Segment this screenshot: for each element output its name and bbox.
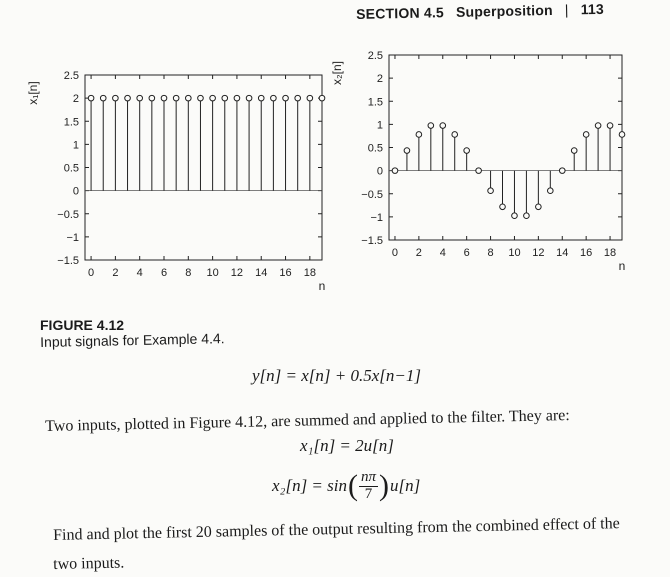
- x-axis-label: n: [318, 279, 326, 293]
- header-separator: |: [564, 1, 569, 18]
- y-tick-label: 0: [72, 185, 79, 198]
- stem-marker: [404, 148, 410, 154]
- stem-marker: [186, 95, 192, 101]
- stem-marker: [512, 213, 518, 219]
- x2-right: u[n]: [390, 476, 421, 496]
- x-tick-label: 16: [580, 247, 593, 259]
- x1-equation: x₁[n] = 2u[n]: [300, 436, 394, 455]
- stem-marker: [295, 95, 301, 101]
- stem-marker: [283, 95, 289, 101]
- page-number: 113: [580, 0, 605, 18]
- stem-marker: [607, 123, 613, 129]
- y-tick-label: 1: [376, 119, 383, 132]
- x-tick-label: 14: [556, 247, 569, 259]
- stem-marker: [307, 95, 313, 101]
- paren-left: (: [348, 469, 358, 503]
- section-title: Superposition: [455, 1, 553, 20]
- stem-marker: [619, 132, 625, 138]
- figure-label: FIGURE 4.12: [40, 317, 125, 333]
- x-tick-label: 10: [508, 247, 521, 259]
- section-number: SECTION 4.5: [356, 4, 445, 22]
- y-tick-label: 1: [72, 139, 79, 152]
- x-tick-label: 2: [112, 267, 119, 279]
- x-tick-label: 12: [230, 267, 244, 279]
- x-tick-label: 12: [532, 247, 545, 259]
- y-tick-label: 2.5: [367, 50, 383, 62]
- stem-marker: [500, 204, 506, 210]
- stem-marker: [222, 95, 228, 101]
- x-tick-label: 18: [603, 247, 617, 259]
- x-tick-label: 8: [185, 267, 192, 279]
- stem-marker: [452, 132, 458, 138]
- stem-marker: [258, 95, 264, 101]
- y-axis-label: x₂[n]: [330, 61, 344, 85]
- paragraph-find-cont: two inputs.: [53, 554, 125, 573]
- stem-marker: [100, 95, 106, 101]
- y-tick-label: 1.5: [63, 116, 79, 129]
- x-tick-label: 10: [206, 267, 219, 279]
- stem-marker: [210, 95, 216, 101]
- y-tick-label: −1: [66, 231, 79, 244]
- stem-marker: [488, 188, 494, 194]
- fraction: [359, 470, 378, 503]
- stem-marker: [440, 123, 446, 129]
- x-tick-label: 6: [160, 267, 168, 279]
- y-axis-label: x₁[n]: [26, 81, 40, 105]
- stem-marker: [392, 168, 398, 174]
- x-tick-label: 4: [439, 247, 446, 259]
- x-tick-label: 0: [88, 267, 95, 279]
- stem-marker: [88, 95, 94, 101]
- x-tick-label: 6: [463, 247, 470, 259]
- stem-marker: [428, 123, 434, 129]
- x-tick-label: 16: [279, 267, 292, 279]
- stem-marker: [319, 95, 325, 101]
- stem-marker: [595, 123, 601, 129]
- y-tick-label: 0.5: [63, 162, 79, 175]
- y-tick-label: −1: [370, 211, 383, 224]
- y-tick-label: −0.5: [57, 208, 79, 221]
- y-tick-label: −1.5: [57, 255, 79, 267]
- figure-caption: Input signals for Example 4.4.: [40, 330, 225, 350]
- stem-marker: [559, 168, 565, 174]
- stem-marker: [161, 95, 167, 101]
- x-tick-label: 0: [391, 247, 399, 259]
- x-tick-label: 8: [487, 247, 494, 259]
- stem-marker: [149, 95, 155, 101]
- x2-left: x₂[n] = sin: [272, 476, 347, 496]
- x-tick-label: 18: [303, 267, 316, 279]
- stem-marker: [125, 95, 131, 101]
- y-tick-label: 2: [376, 73, 383, 86]
- stem-marker: [536, 204, 542, 210]
- stem-marker: [464, 148, 470, 154]
- stem-marker: [476, 168, 482, 174]
- plot-x2: [330, 50, 625, 273]
- y-tick-label: 2.5: [63, 70, 79, 82]
- stem-marker: [571, 148, 577, 154]
- fraction-denominator: 7: [364, 485, 373, 502]
- plot-frame: [85, 75, 322, 260]
- x-axis-label: n: [618, 259, 626, 273]
- stem-marker: [548, 188, 554, 194]
- x-tick-label: 4: [136, 267, 143, 279]
- plot-x1: [26, 70, 325, 293]
- x-tick-label: 2: [415, 247, 422, 259]
- paren-right: ): [379, 469, 390, 503]
- stem-marker: [173, 95, 179, 101]
- stem-marker: [198, 95, 204, 101]
- stem-marker: [113, 95, 119, 101]
- fraction-numerator: nπ: [361, 469, 377, 485]
- stem-marker: [234, 95, 240, 101]
- paragraph-inputs: Two inputs, plotted in Figure 4.12, are summed and applied to the filter. They are:: [45, 407, 570, 435]
- filter-equation: y[n] = x[n] + 0.5x[n−1]: [252, 366, 421, 385]
- y-tick-label: 0.5: [367, 142, 383, 155]
- stem-marker: [416, 132, 422, 138]
- stem-marker: [583, 132, 589, 138]
- y-tick-label: 2: [72, 93, 79, 106]
- x2-equation: [272, 470, 420, 503]
- stem-marker: [524, 213, 530, 219]
- y-tick-label: 1.5: [367, 96, 383, 109]
- y-tick-label: 0: [376, 165, 383, 178]
- stem-marker: [137, 95, 143, 101]
- plot-frame: [389, 55, 622, 240]
- stem-marker: [246, 95, 252, 101]
- paragraph-find: Find and plot the first 20 samples of the output resulting from the combined effect of the: [53, 515, 620, 544]
- x-tick-label: 14: [255, 267, 268, 279]
- y-tick-label: −0.5: [361, 188, 383, 201]
- y-tick-label: −1.5: [361, 235, 383, 247]
- stem-marker: [271, 95, 277, 101]
